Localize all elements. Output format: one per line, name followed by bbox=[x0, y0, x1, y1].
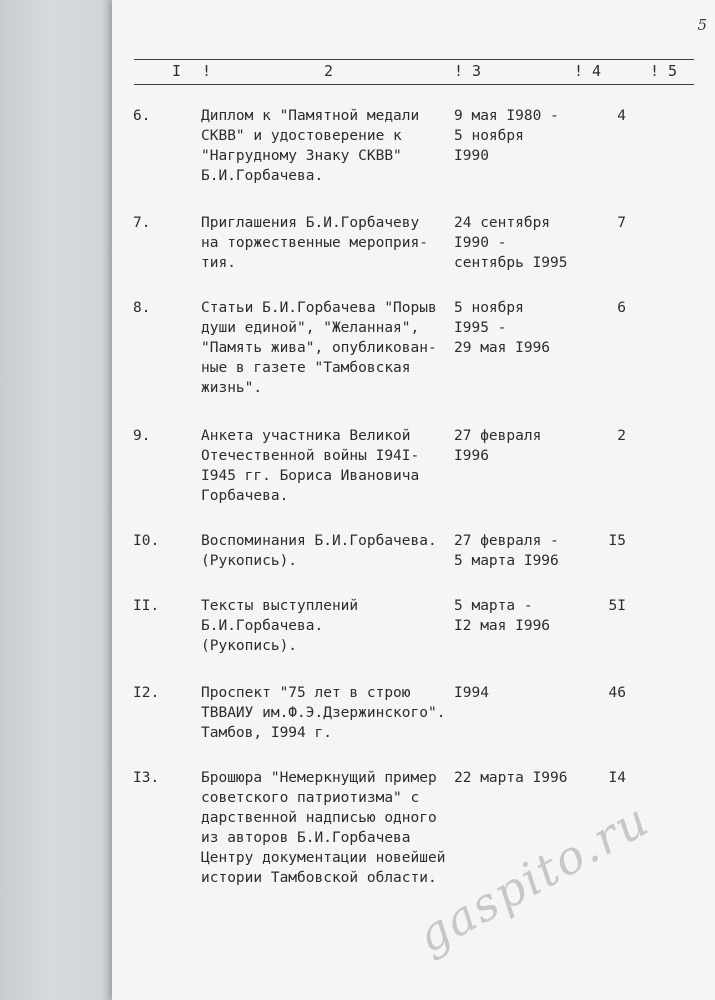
item-title-line: Б.И.Горбачева. bbox=[201, 168, 324, 184]
item-number: I0. bbox=[133, 533, 160, 549]
item-title-line: Тамбов, I994 г. bbox=[201, 725, 332, 741]
item-dates bbox=[454, 596, 584, 636]
item-title-line: Диплом к "Памятной медали bbox=[201, 108, 420, 124]
item-date-line: I990 bbox=[454, 148, 489, 164]
item-date-line: 5 ноября bbox=[454, 300, 524, 316]
header-rule-bottom bbox=[134, 84, 694, 85]
item-title-line: Отечественной войны I94I- bbox=[201, 448, 420, 464]
header-col-1: I bbox=[172, 62, 182, 80]
item-title-line: "Нагрудному Знаку СКВВ" bbox=[201, 148, 402, 164]
item-sheet-count: 5I bbox=[608, 598, 626, 614]
item-title-line: Брошюра "Немеркнущий пример bbox=[201, 770, 437, 786]
item-title-line: жизнь". bbox=[201, 380, 263, 396]
header-col-5: ! 5 bbox=[650, 62, 678, 80]
header-col-2: 2 bbox=[324, 62, 334, 80]
item-number: 8. bbox=[133, 300, 151, 316]
item-date-line: 29 мая I996 bbox=[454, 340, 551, 356]
item-number: 6. bbox=[133, 108, 151, 124]
item-date-line: 5 ноября bbox=[454, 128, 524, 144]
item-date-line: 5 марта I996 bbox=[454, 553, 559, 569]
item-sheet-count: 7 bbox=[617, 215, 626, 231]
item-title-line: Статьи Б.И.Горбачева "Порыв bbox=[201, 300, 437, 316]
item-title-line: тия. bbox=[201, 255, 236, 271]
item-title bbox=[201, 106, 453, 186]
item-title-line: советского патриотизма" с bbox=[201, 790, 420, 806]
item-title bbox=[201, 298, 453, 398]
item-dates bbox=[454, 298, 584, 358]
item-date-line: 9 мая I980 - bbox=[454, 108, 559, 124]
item-title-line: Проспект "75 лет в строю bbox=[201, 685, 411, 701]
item-number: II. bbox=[133, 598, 160, 614]
item-title-line: "Память жива", опубликован- bbox=[201, 340, 437, 356]
item-title-line: Воспоминания Б.И.Горбачева. bbox=[201, 533, 437, 549]
item-title-line: I945 гг. Бориса Ивановича bbox=[201, 468, 420, 484]
item-title-line: из авторов Б.И.Горбачева bbox=[201, 830, 411, 846]
header-rule-top bbox=[134, 59, 694, 60]
item-sheet-count: I5 bbox=[608, 533, 626, 549]
item-date-line: 5 марта - bbox=[454, 598, 533, 614]
item-sheet-count: 6 bbox=[617, 300, 626, 316]
watermark: gaspito.ru bbox=[408, 791, 659, 964]
item-dates bbox=[454, 213, 584, 273]
item-date-line: I996 bbox=[454, 448, 489, 464]
item-title bbox=[201, 683, 453, 743]
page-number: 5 bbox=[697, 16, 707, 34]
item-title bbox=[201, 768, 453, 888]
item-title-line: СКВВ" и удостоверение к bbox=[201, 128, 402, 144]
item-title-line: Анкета участника Великой bbox=[201, 428, 411, 444]
table-header bbox=[134, 59, 694, 85]
item-sheet-count: 4 bbox=[617, 108, 626, 124]
item-title-line: Тексты выступлений bbox=[201, 598, 359, 614]
item-date-line: 22 марта I996 bbox=[454, 770, 568, 786]
item-date-line: I995 - bbox=[454, 320, 507, 336]
item-title-line: души единой", "Желанная", bbox=[201, 320, 420, 336]
item-sheet-count: I4 bbox=[608, 770, 626, 786]
item-date-line: I994 bbox=[454, 685, 489, 701]
item-sheet-count: 46 bbox=[608, 685, 626, 701]
header-col-4: ! 4 bbox=[574, 62, 602, 80]
item-date-line: 27 февраля - bbox=[454, 533, 559, 549]
item-date-line: I2 мая I996 bbox=[454, 618, 551, 634]
item-title-line: Центру документации новейшей bbox=[201, 850, 446, 866]
item-number: I3. bbox=[133, 770, 160, 786]
item-date-line: I990 - bbox=[454, 235, 507, 251]
item-dates bbox=[454, 683, 584, 703]
item-dates bbox=[454, 768, 584, 788]
item-title-line: на торжественные мероприя- bbox=[201, 235, 428, 251]
item-title-line: ТВВАИУ им.Ф.Э.Дзержинского". bbox=[201, 705, 446, 721]
item-title bbox=[201, 426, 453, 506]
item-title-line: Горбачева. bbox=[201, 488, 289, 504]
item-dates bbox=[454, 106, 584, 166]
item-sheet-count: 2 bbox=[617, 428, 626, 444]
item-title-line: дарственной надписью одного bbox=[201, 810, 437, 826]
item-title-line: (Рукопись). bbox=[201, 553, 298, 569]
item-title bbox=[201, 213, 453, 273]
item-number: I2. bbox=[133, 685, 160, 701]
header-col-3: ! 3 bbox=[454, 62, 482, 80]
item-title-line: Приглашения Б.И.Горбачеву bbox=[201, 215, 420, 231]
item-title-line: (Рукопись). bbox=[201, 638, 298, 654]
header-col-1-separator: ! bbox=[202, 62, 212, 80]
item-title bbox=[201, 596, 453, 656]
item-date-line: сентябрь I995 bbox=[454, 255, 568, 271]
item-date-line: 24 сентября bbox=[454, 215, 551, 231]
item-date-line: 27 февраля bbox=[454, 428, 542, 444]
item-title-line: Б.И.Горбачева. bbox=[201, 618, 324, 634]
item-title bbox=[201, 531, 453, 571]
item-number: 7. bbox=[133, 215, 151, 231]
item-dates bbox=[454, 426, 584, 466]
item-title-line: истории Тамбовской области. bbox=[201, 870, 437, 886]
item-title-line: ные в газете "Тамбовская bbox=[201, 360, 411, 376]
item-dates bbox=[454, 531, 584, 571]
item-number: 9. bbox=[133, 428, 151, 444]
